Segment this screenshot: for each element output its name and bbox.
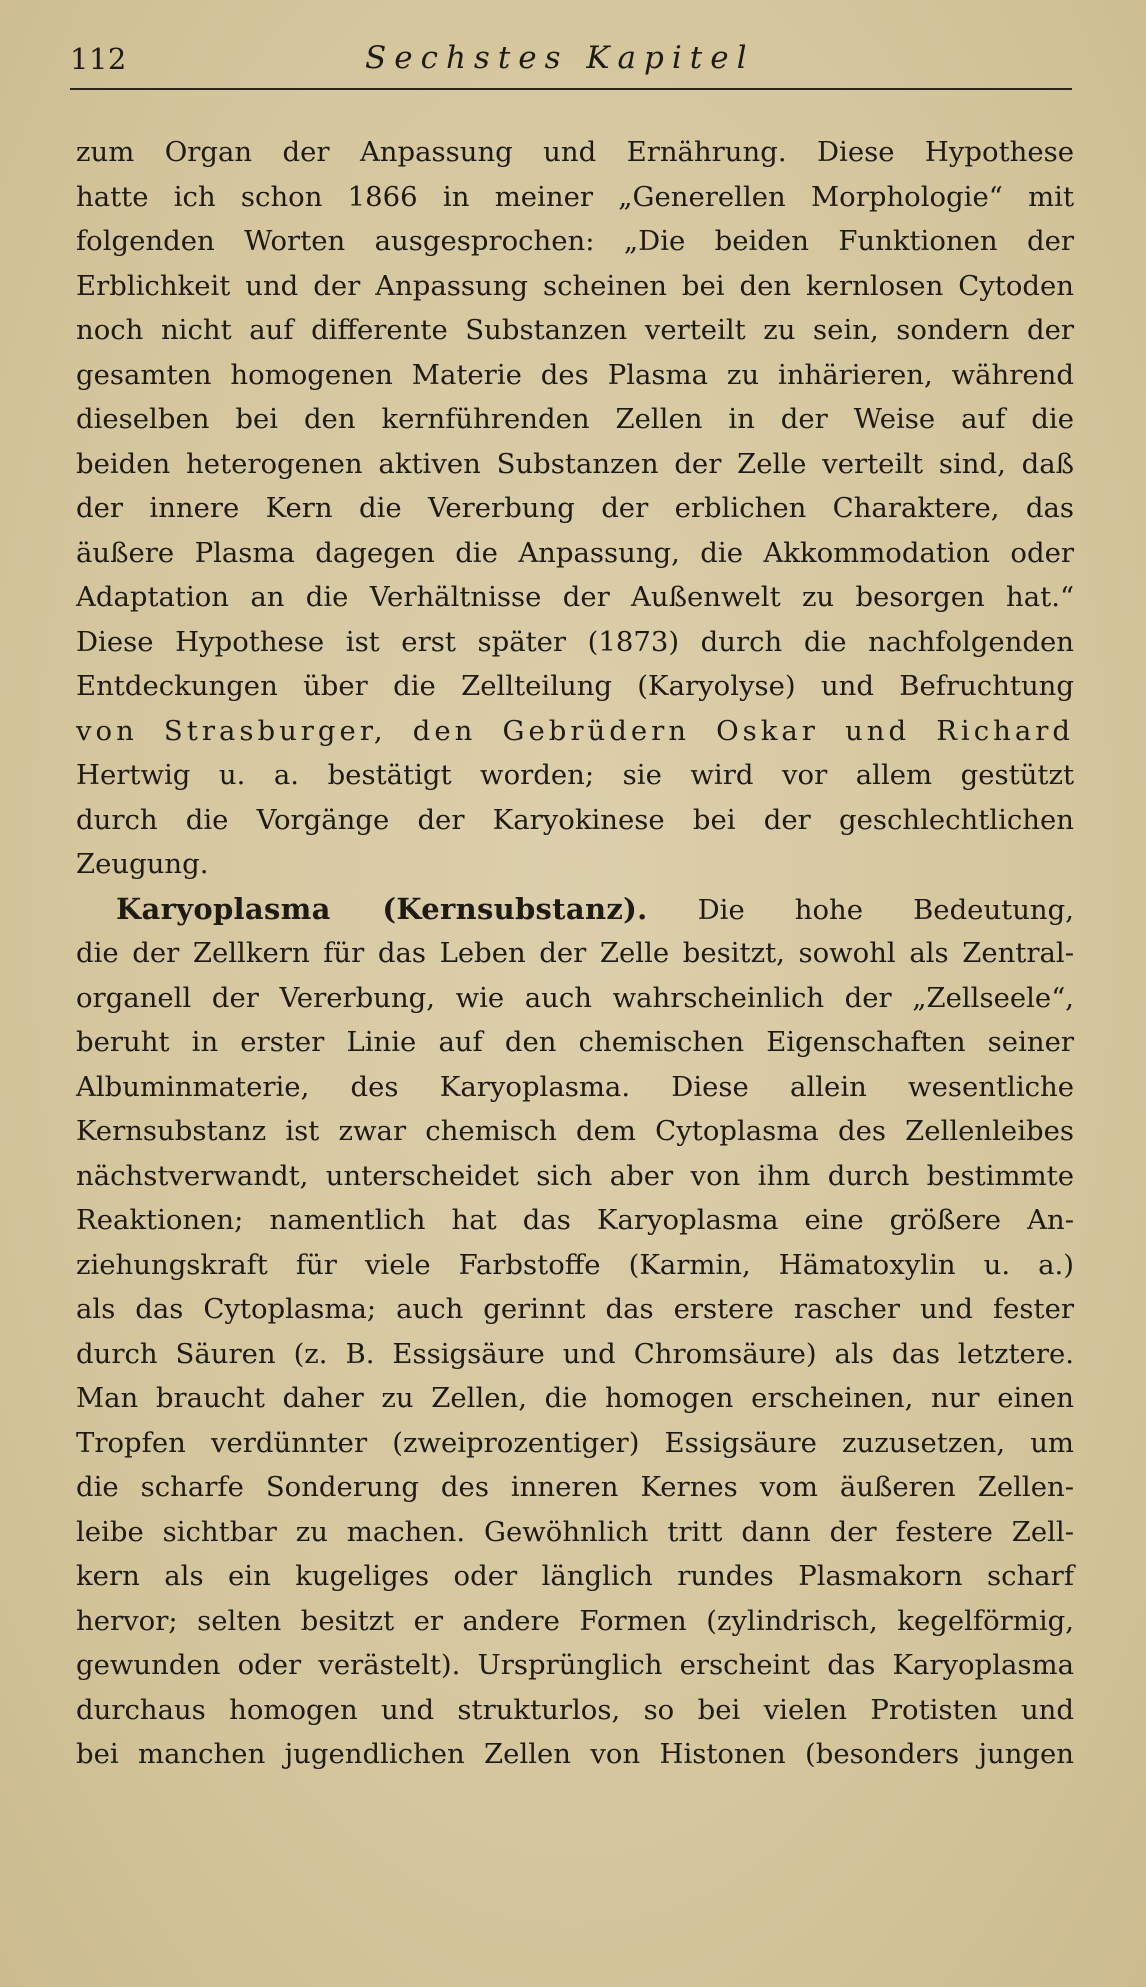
header-rule: [70, 88, 1072, 90]
text-line: organell der Vererbung, wie auch wahrscheinlich der „Zellseele“,: [76, 981, 1074, 1014]
page-header: [70, 40, 1070, 88]
text-line: gewunden oder verästelt). Ursprünglich erscheint das Karyoplasma: [76, 1649, 1074, 1681]
text-line: ziehungskraft für viele Farbstoffe (Karmin, Hämatoxylin u. a.): [76, 1248, 1074, 1281]
text-line: durch Säuren (z. B. Essigsäure und Chromsäure) als das letztere.: [76, 1337, 1074, 1370]
text-line: Reaktionen; namentlich hat das Karyoplasma eine größere An-: [76, 1204, 1074, 1236]
text-line: bei manchen jugendlichen Zellen von Histonen (besonders jungen: [76, 1738, 1074, 1770]
text-line: beiden heterogenen aktiven Substanzen der Zelle verteilt sind, daß: [76, 447, 1074, 480]
text-line: zum Organ der Anpassung und Ernährung. Diese Hypothese: [76, 136, 1074, 168]
text-line: Albuminmaterie, des Karyoplasma. Diese allein wesentliche: [76, 1070, 1074, 1103]
text-line: die der Zellkern für das Leben der Zelle besitzt, sowohl als Zentral-: [76, 937, 1074, 969]
text-line: Entdeckungen über die Zellteilung (Karyolyse) und Befruchtung: [76, 670, 1074, 702]
text-line: kern als ein kugeliges oder länglich rundes Plasmakorn scharf: [76, 1560, 1074, 1592]
text-line: Hertwig u. a. bestätigt worden; sie wird vor allem gestützt: [76, 759, 1074, 791]
running-head: Sechstes Kapitel: [365, 40, 755, 76]
text-line: Kernsubstanz ist zwar chemisch dem Cytoplasma des Zellenleibes: [76, 1115, 1074, 1147]
section-heading-line: [76, 887, 1074, 932]
text-line: Tropfen verdünnter (zweiprozentiger) Essigsäure zuzusetzen, um: [76, 1426, 1074, 1459]
text-line: durch die Vorgänge der Karyokinese bei der geschlechtlichen: [76, 803, 1074, 836]
text-line: äußere Plasma dagegen die Anpassung, die Akkommodation oder: [76, 536, 1074, 569]
text-line: noch nicht auf differente Substanzen verteilt zu sein, sondern der: [76, 314, 1074, 346]
text-line: Erblichkeit und der Anpassung scheinen bei den kernlosen Cytoden: [76, 269, 1074, 302]
section-title: Karyoplasma (Kernsubstanz).: [116, 891, 648, 926]
text-line: Zeugung.: [76, 848, 209, 880]
text-line: hatte ich schon 1866 in meiner „Generellen Morphologie“ mit: [76, 180, 1074, 213]
page-number: 112: [70, 42, 127, 76]
text-line: Man braucht daher zu Zellen, die homogen erscheinen, nur einen: [76, 1382, 1074, 1414]
text-line: nächstverwandt, unterscheidet sich aber von ihm durch bestimmte: [76, 1159, 1074, 1192]
text-line: Diese Hypothese ist erst später (1873) durch die nachfolgenden: [76, 625, 1074, 658]
text-line: der innere Kern die Vererbung der erblichen Charaktere, das: [76, 492, 1074, 524]
text-line: folgenden Worten ausgesprochen: „Die beiden Funktionen der: [76, 225, 1074, 257]
text-line: Adaptation an die Verhältnisse der Außenwelt zu besorgen hat.“: [76, 581, 1074, 613]
text-line: von Strasburger, den Gebrüdern Oskar und Richard: [76, 714, 1074, 747]
body-text: [76, 130, 1074, 1777]
text-line: leibe sichtbar zu machen. Gewöhnlich tritt dann der festere Zell-: [76, 1515, 1074, 1548]
text-line: gesamten homogenen Materie des Plasma zu inhärieren, während: [76, 358, 1074, 391]
text-line: durchaus homogen und strukturlos, so bei vielen Protisten und: [76, 1693, 1074, 1726]
text-line: die scharfe Sonderung des inneren Kernes vom äußeren Zellen-: [76, 1471, 1074, 1503]
text-line: als das Cytoplasma; auch gerinnt das erstere rascher und fester: [76, 1293, 1074, 1325]
section-first-line-text: Die hohe Bedeutung,: [697, 893, 1074, 926]
text-line: hervor; selten besitzt er andere Formen (zylindrisch, kegelförmig,: [76, 1604, 1074, 1637]
text-line: dieselben bei den kernführenden Zellen in der Weise auf die: [76, 403, 1074, 435]
text-line: beruht in erster Linie auf den chemischen Eigenschaften seiner: [76, 1026, 1074, 1058]
